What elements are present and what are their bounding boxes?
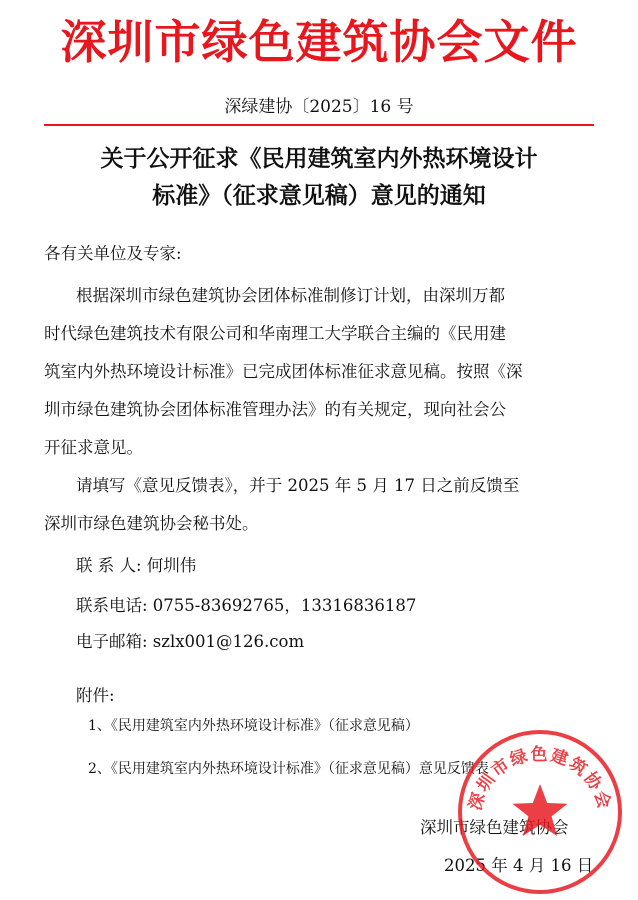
notice-title-line-1: 关于公开征求《民用建筑室内外热环境设计	[100, 145, 538, 172]
paragraph-line: 圳市绿色建筑协会团体标准管理办法》的有关规定，现向社会公	[44, 400, 506, 419]
paragraph-line: 请填写《意见反馈表》，并于 2025 年 5 月 17 日之前反馈至	[76, 476, 520, 495]
salutation: 各有关单位及专家:	[44, 244, 182, 263]
attachment-item: 2、《民用建筑室内外热环境设计标准》（征求意见稿）意见反馈表	[88, 761, 489, 777]
header-title: 深圳市绿色建筑协会文件	[60, 15, 578, 69]
document-number: 深绿建协〔2025〕16 号	[224, 97, 414, 117]
notice-title	[30, 140, 608, 214]
star-icon	[513, 784, 568, 836]
signature-org: 深圳市绿色建筑协会	[420, 818, 569, 837]
signature-date: 2025 年 4 月 16 日	[444, 856, 594, 875]
paragraph-line: 筑室内外热环境设计标准》已完成团体标准征求意见稿。按照《深	[44, 362, 523, 381]
seal-text: 深圳市绿色建筑协会	[465, 745, 615, 813]
red-divider	[44, 124, 594, 126]
contact-email: 电子邮箱: szlx001@126.com	[76, 632, 305, 651]
paragraph-line: 深圳市绿色建筑协会秘书处。	[44, 514, 259, 533]
paragraph-line: 时代绿色建筑技术有限公司和华南理工大学联合主编的《民用建	[44, 324, 506, 343]
attachment-item: 1、《民用建筑室内外热环境设计标准》（征求意见稿）	[88, 718, 419, 734]
attachments-label: 附件:	[76, 686, 115, 705]
paragraph-line: 根据深圳市绿色建筑协会团体标准制修订计划，由深圳万都	[76, 286, 505, 305]
paragraph-line: 开征求意见。	[44, 438, 143, 457]
official-seal	[454, 726, 626, 898]
contact-phone: 联系电话: 0755-83692765，13316836187	[76, 596, 417, 615]
contact-person: 联 系 人: 何圳伟	[76, 556, 197, 575]
notice-title-line-2: 标准》（征求意见稿）意见的通知	[152, 182, 486, 209]
